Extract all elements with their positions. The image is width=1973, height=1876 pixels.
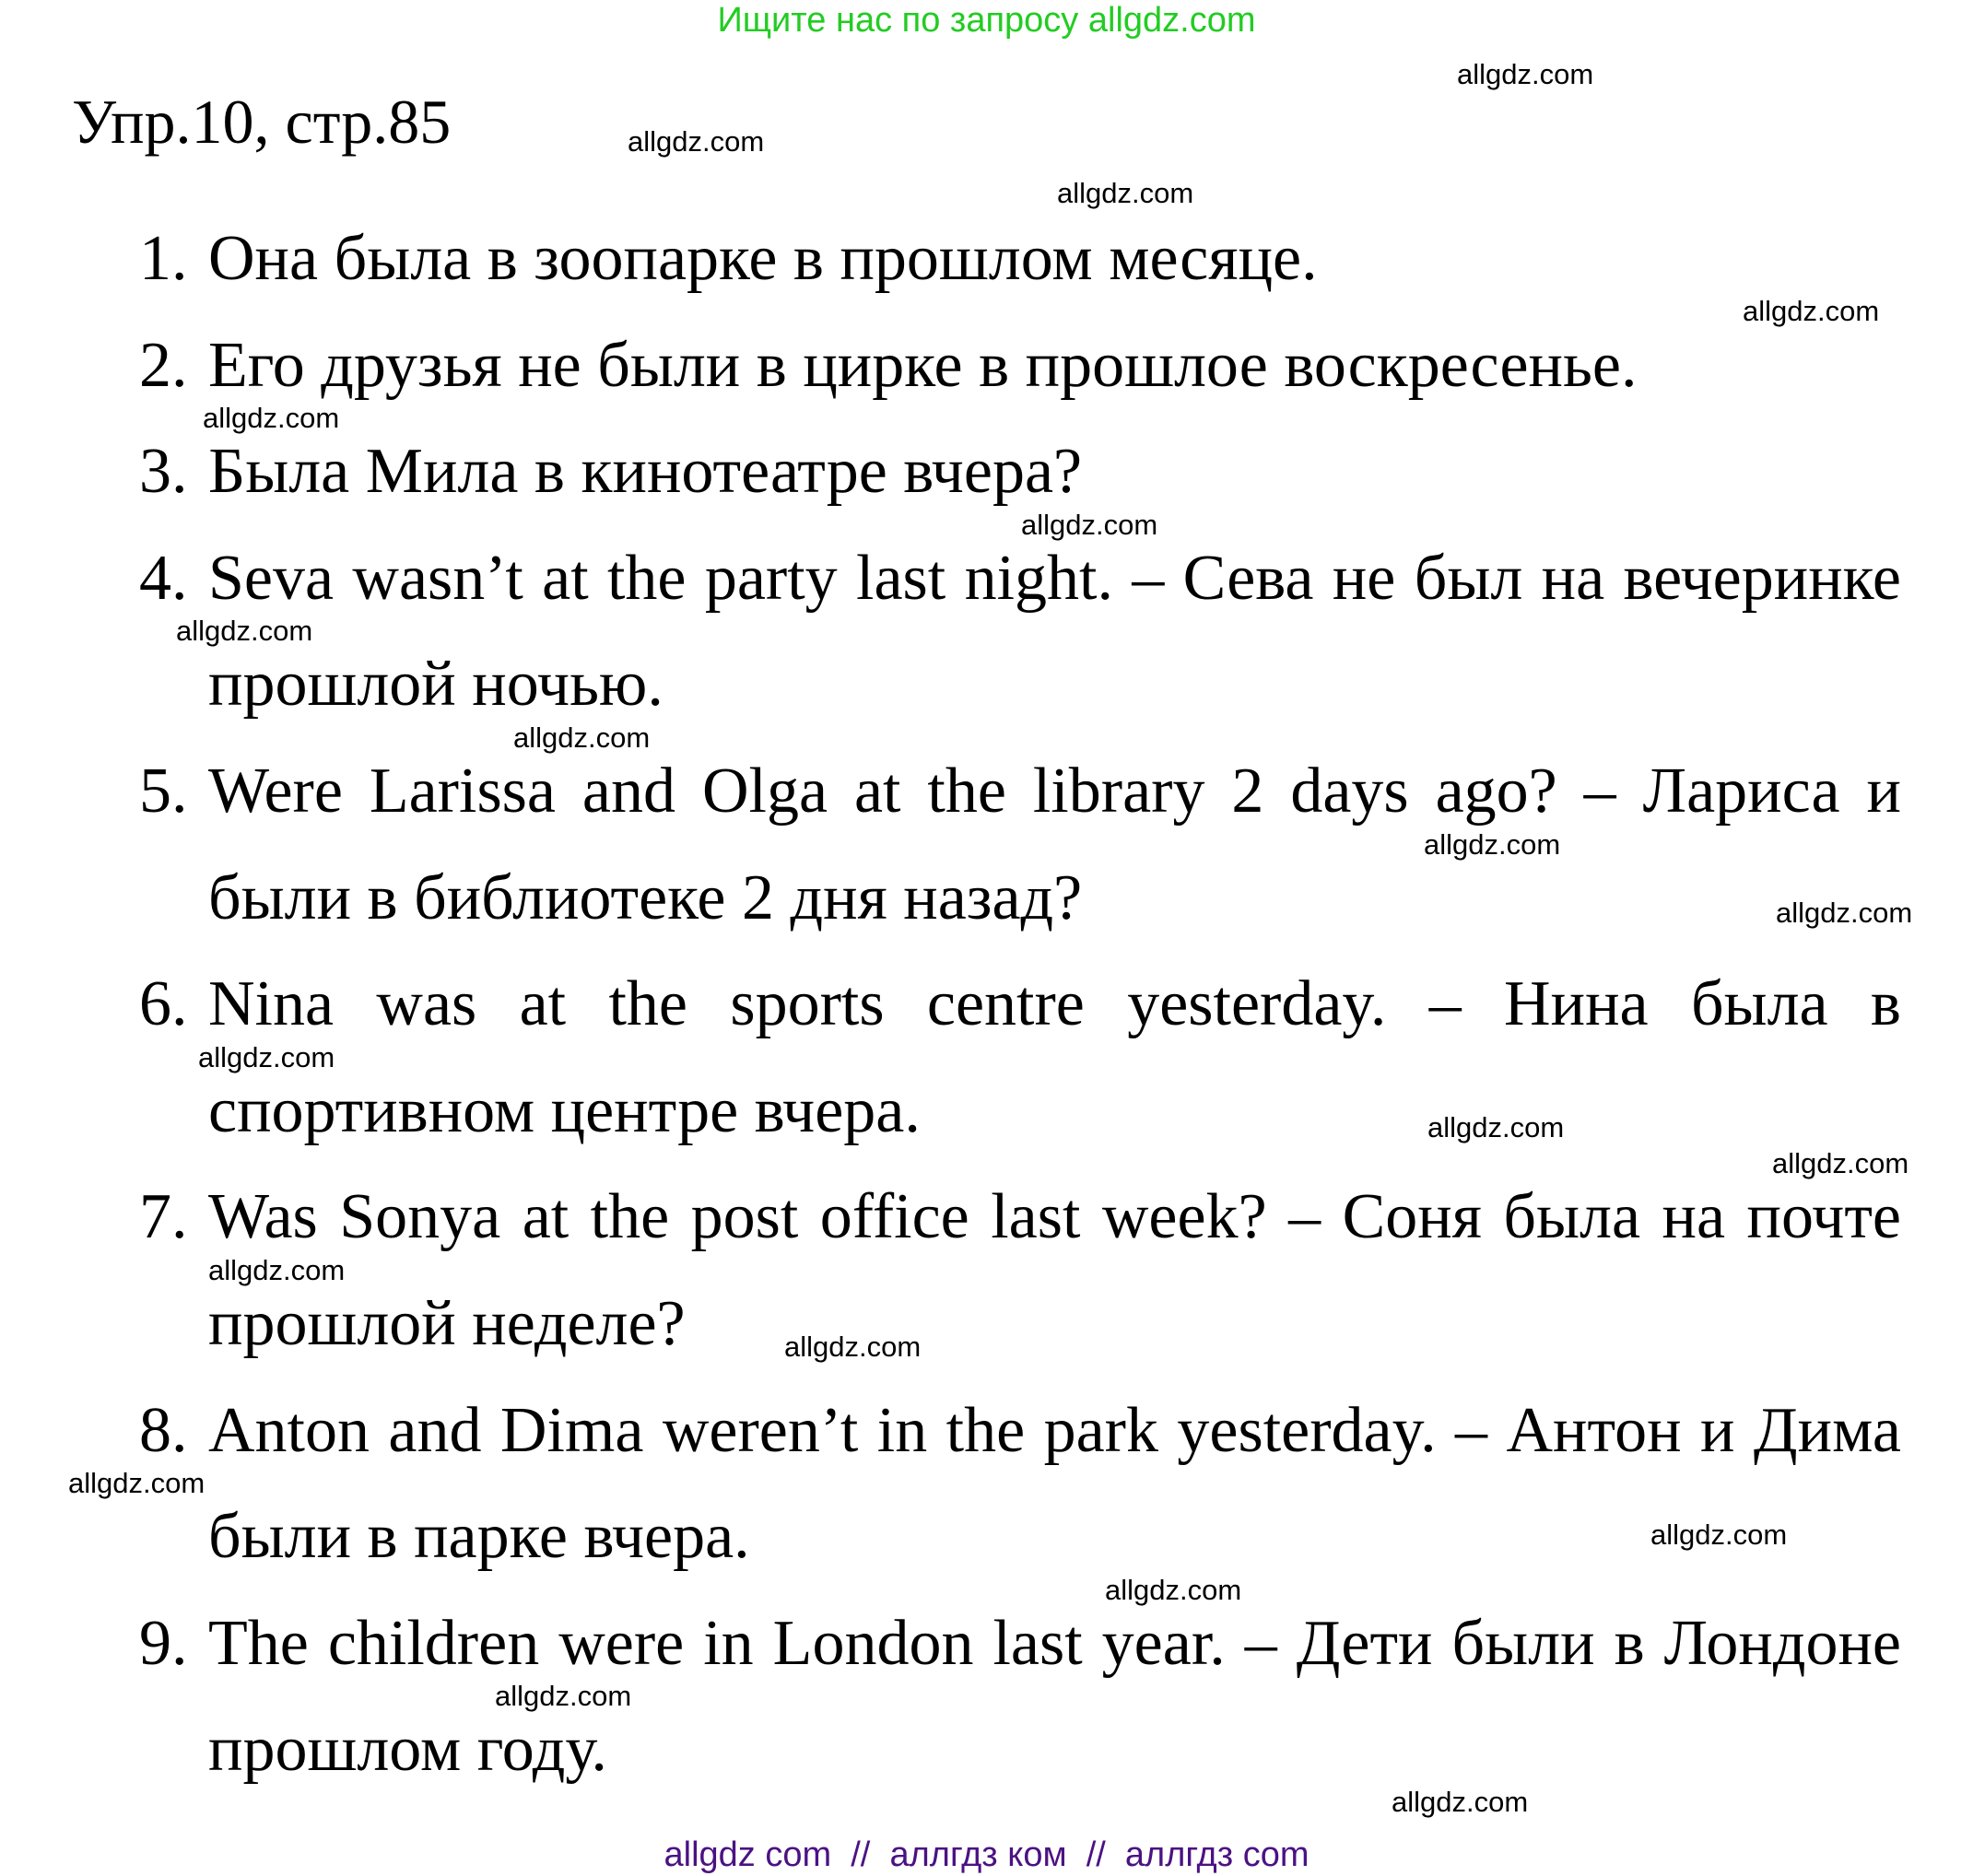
watermark-text: allgdz.com — [203, 402, 340, 434]
watermark-text: allgdz.com — [208, 1254, 346, 1286]
item-text-line: были в библиотеке 2 дня назад? — [208, 862, 1083, 933]
item-text-line: Were Larissa and Olga at the library 2 days ago? – Лариса и — [208, 755, 1901, 827]
list-item — [0, 738, 1973, 951]
answer-list — [0, 205, 1973, 1803]
item-number: 8. — [139, 1394, 188, 1466]
item-number: 4. — [139, 542, 188, 614]
watermark-text: allgdz.com — [628, 125, 765, 158]
item-number: 9. — [139, 1607, 188, 1679]
watermark-text: allgdz.com — [1776, 897, 1913, 929]
list-item — [0, 205, 1973, 312]
watermark-text: allgdz.com — [1424, 828, 1561, 861]
item-text-line: Она была в зоопарке в прошлом месяце. — [208, 223, 1318, 294]
watermark-text: allgdz.com — [1427, 1111, 1565, 1143]
item-number: 6. — [139, 968, 188, 1040]
watermark-text: allgdz.com — [495, 1680, 632, 1712]
watermark-text: allgdz.com — [176, 615, 313, 647]
item-text-line: Anton and Dima weren’t in the park yesterday. – Антон и Дима — [208, 1394, 1901, 1466]
watermark-text: allgdz.com — [1743, 295, 1880, 327]
watermark-text: allgdz.com — [1457, 58, 1594, 90]
item-text-line: Seva wasn’t at the party last night. – Сева не был на вечеринке — [208, 542, 1901, 614]
watermark-text: allgdz.com — [1650, 1518, 1788, 1551]
item-text-line: Его друзья не были в цирке в прошлое воскресенье. — [208, 329, 1638, 401]
item-text-line: прошлой ночью. — [208, 649, 664, 721]
item-text-line: Была Мила в кинотеатре вчера? — [208, 436, 1083, 508]
watermark-text: allgdz.com — [198, 1041, 335, 1073]
list-item — [0, 1590, 1973, 1803]
watermark-text: allgdz.com — [784, 1331, 922, 1363]
list-item — [0, 418, 1973, 525]
item-text-line: Nina was at the sports centre yesterday. – Нина была в — [208, 968, 1901, 1040]
item-text-line: были в парке вчера. — [208, 1501, 750, 1573]
list-item — [0, 1378, 1973, 1590]
exercise-title: Упр.10, стр.85 — [72, 87, 452, 157]
watermark-text: allgdz.com — [513, 721, 651, 754]
item-number: 5. — [139, 755, 188, 827]
watermark-text: allgdz.com — [68, 1467, 206, 1499]
item-text-line: спортивном центре вчера. — [208, 1074, 921, 1146]
item-number: 1. — [139, 223, 188, 294]
item-text-line: прошлом году. — [208, 1714, 607, 1786]
item-text-line: Was Sonya at the post office last week? – Соня была на почте — [208, 1181, 1901, 1253]
watermark-text: allgdz.com — [1392, 1786, 1529, 1818]
item-number: 3. — [139, 436, 188, 508]
item-number: 7. — [139, 1181, 188, 1253]
watermark-text: allgdz.com — [1021, 509, 1158, 541]
footer-watermark: allgdz com // аллгдз ком // аллгдз com — [664, 1835, 1309, 1874]
item-number: 2. — [139, 329, 188, 401]
item-text-line: The children were in London last year. – Дети были в Лондоне — [208, 1607, 1901, 1679]
watermark-text: allgdz.com — [1105, 1574, 1242, 1606]
top-banner: Ищите нас по запросу allgdz.com — [717, 1, 1256, 40]
watermark-text: allgdz.com — [1057, 177, 1194, 209]
watermark-text: allgdz.com — [1772, 1147, 1909, 1179]
item-text-line: прошлой неделе? — [208, 1287, 686, 1359]
